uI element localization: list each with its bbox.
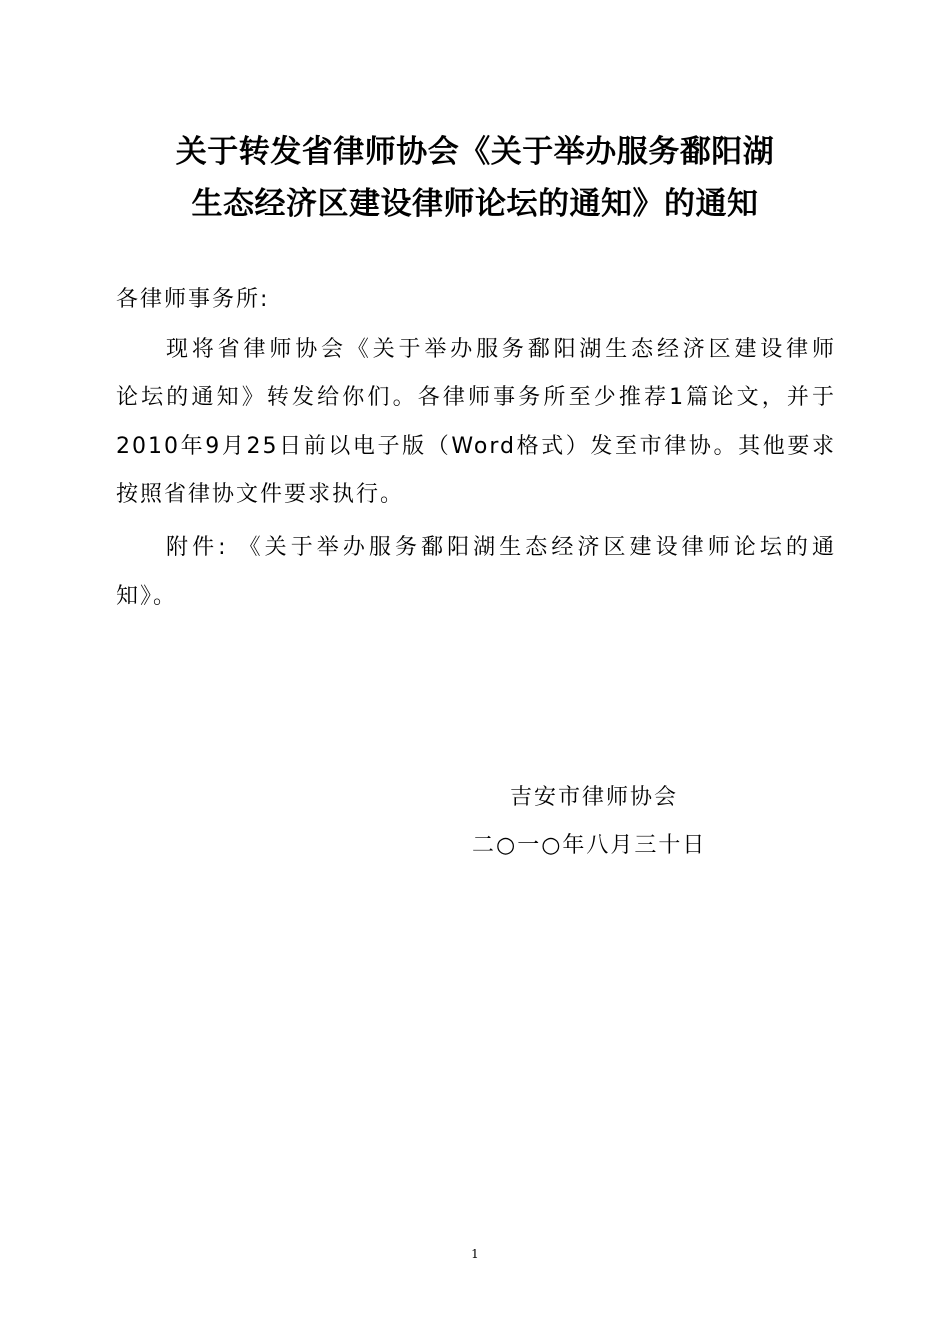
page-number: 1 [471,1247,479,1261]
paragraph-1-line-1: 现将省律师协会《关于举办服务鄱阳湖生态经济区建设律师 [166,337,836,362]
paragraph-1-line-4: 按照省律协文件要求执行。 [116,482,405,507]
attachment-line-2: 知》。 [116,584,178,609]
document-title-line-1: 关于转发省律师协会《关于举办服务鄱阳湖 [175,134,775,170]
document-title-line-2: 生态经济区建设律师论坛的通知》的通知 [191,186,759,222]
signature-organization: 吉安市律师协会 [510,785,679,810]
salutation: 各律师事务所: [116,287,270,312]
paragraph-1-line-3: 2010年9月25日前以电子版（Word格式）发至市律协。其他要求 [116,434,836,459]
signature-date: 二○一○年八月三十日 [472,833,707,858]
attachment-line-1: 附件: 《关于举办服务鄱阳湖生态经济区建设律师论坛的通 [166,535,836,560]
paragraph-1-line-2: 论坛的通知》转发给你们。各律师事务所至少推荐1篇论文，并于 [116,385,836,410]
